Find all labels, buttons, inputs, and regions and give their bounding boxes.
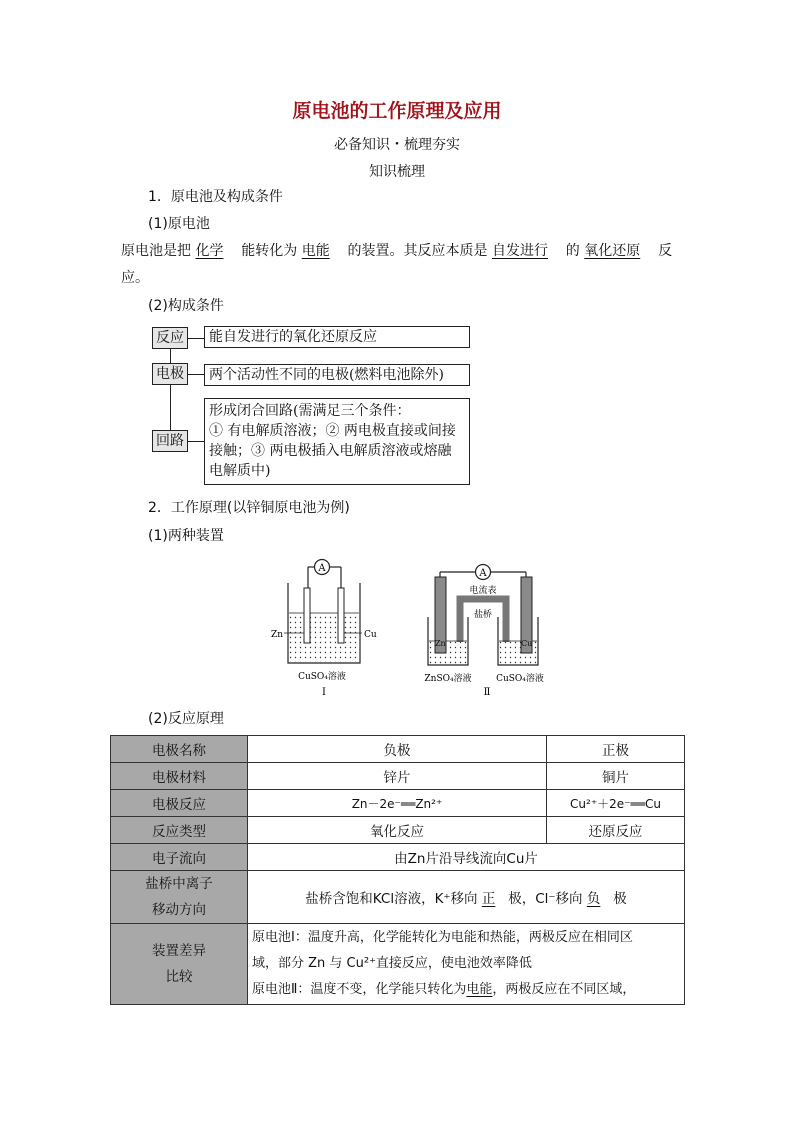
table-row: [111, 790, 685, 817]
paragraph-continuation: 应。: [121, 270, 149, 286]
connector: [188, 338, 204, 339]
cu-label: Cu: [521, 639, 533, 648]
blank-answer: 负: [586, 891, 601, 907]
zn-label: Zn: [271, 630, 284, 640]
row-header: 电极反应: [111, 790, 248, 817]
connector: [188, 374, 204, 375]
table-cell: 氧化反应: [248, 817, 547, 844]
cell-text: 盐桥含饱和KCl溶液，K⁺移向: [305, 891, 478, 907]
table-cell: 铜片: [547, 763, 685, 790]
table-row: [111, 924, 685, 1005]
table-cell: Cu²⁺＋2e⁻══Cu: [547, 790, 685, 817]
subheading-2-1: (1)两种装置: [148, 528, 224, 544]
blank-answer: 自发进行: [491, 243, 548, 259]
para-text: 能转化为: [241, 243, 298, 259]
right-solution-label: CuSO₄溶液: [496, 674, 544, 684]
section-subtitle-2: 知识梳理: [369, 164, 425, 180]
zn-label: Zn: [435, 639, 446, 648]
table-cell: 还原反应: [547, 817, 685, 844]
condition-diagram: [150, 324, 480, 489]
ammeter-label: A: [318, 563, 326, 574]
row-header-line: 移动方向: [152, 902, 206, 918]
para-text: 的: [565, 243, 580, 259]
salt-bridge: [460, 599, 506, 642]
blank-answer: 氧化还原: [584, 243, 641, 259]
table-row: [111, 817, 685, 844]
cell-text: ，两极反应在不同区域，: [492, 982, 636, 997]
cond-reaction-text: 能自发进行的氧化还原反应: [204, 326, 470, 348]
solution-label: CuSO₄溶液: [298, 672, 346, 682]
subheading-1-1: (1)原电池: [148, 216, 210, 232]
table-cell: [248, 924, 685, 1005]
figure-caption: Ⅰ: [322, 687, 326, 698]
heading-2: 2．工作原理(以锌铜原电池为例): [148, 500, 350, 516]
solution: [289, 613, 359, 662]
circuit-line: 电解质中): [209, 463, 271, 479]
row-header-line: 装置差异: [152, 943, 206, 959]
row-header: 电极材料: [111, 763, 248, 790]
zn-electrode: [304, 588, 310, 643]
subheading-2-2: (2)反应原理: [148, 711, 224, 727]
cu-electrode: [338, 588, 344, 643]
device-one: [271, 560, 377, 699]
table-cell: 正极: [547, 736, 685, 763]
cond-circuit-text: [204, 398, 470, 485]
blank-answer: 电能: [301, 243, 330, 259]
table-row: [111, 736, 685, 763]
heading-1: 1．原电池及构成条件: [148, 189, 283, 205]
connector: [170, 385, 171, 430]
table-cell: [248, 871, 685, 924]
cell-text: 原电池Ⅱ：温度不变，化学能只转化为: [252, 982, 467, 997]
cell-text: 极: [613, 891, 627, 907]
table-cell: 锌片: [248, 763, 547, 790]
row-header: 电子流向: [111, 844, 248, 871]
cell-line: [252, 977, 680, 1003]
para-text: 反: [658, 243, 673, 259]
circuit-line: ① 有电解质溶液；② 两电极直接或间接: [209, 423, 456, 439]
row-header: [111, 871, 248, 924]
blank-answer: 正: [481, 891, 496, 907]
blank-answer: 电能: [466, 982, 493, 997]
cell-line: 原电池Ⅰ：温度升高，化学能转化为电能和热能，两极反应在相同区: [252, 930, 633, 945]
para-text: 原电池是把: [121, 243, 191, 259]
table-cell: 负极: [248, 736, 547, 763]
paragraph-definition: [121, 241, 672, 261]
apparatus-figure: [268, 555, 558, 700]
section-subtitle: 必备知识・梳理夯实: [334, 137, 460, 153]
label-electrode: 电极: [152, 363, 188, 385]
row-header-line: 比较: [165, 969, 193, 985]
blank-answer: 化学: [195, 243, 224, 259]
table-row: [111, 871, 685, 924]
label-circuit: 回路: [152, 430, 188, 452]
para-text: 的装置。其反应本质是: [347, 243, 488, 259]
subheading-1-2: (2)构成条件: [148, 298, 224, 314]
salt-bridge-label: 盐桥: [473, 610, 493, 620]
cell-text: 极，Cl⁻移向: [508, 891, 583, 907]
circuit-line: 接触；③ 两电极插入电解质溶液或熔融: [209, 443, 452, 459]
cu-label: Cu: [364, 630, 377, 640]
table-row: [111, 844, 685, 871]
ammeter-caption: 电流表: [469, 586, 497, 596]
circuit-line: 形成闭合回路(需满足三个条件：: [209, 403, 411, 419]
row-header: 反应类型: [111, 817, 248, 844]
row-header-line: 盐桥中离子: [145, 876, 213, 892]
device-two: [424, 565, 544, 699]
table-cell: Zn－2e⁻══Zn²⁺: [248, 790, 547, 817]
cell-line: 域，部分 Zn 与 Cu²⁺直接反应，使电池效率降低: [252, 956, 532, 971]
ammeter-label: A: [479, 568, 487, 579]
left-solution-label: ZnSO₄溶液: [424, 674, 472, 684]
connector: [170, 349, 171, 363]
figure-caption: Ⅱ: [483, 687, 491, 698]
row-header: 电极名称: [111, 736, 248, 763]
cond-electrode-text: 两个活动性不同的电极(燃料电池除外): [204, 364, 470, 386]
table-cell: 由Zn片沿导线流向Cu片: [248, 844, 685, 871]
table-row: [111, 763, 685, 790]
label-reaction: 反应: [152, 327, 188, 349]
row-header: [111, 924, 248, 1005]
connector: [188, 441, 204, 442]
principle-table: [110, 735, 685, 1005]
page-title: 原电池的工作原理及应用: [292, 100, 502, 122]
